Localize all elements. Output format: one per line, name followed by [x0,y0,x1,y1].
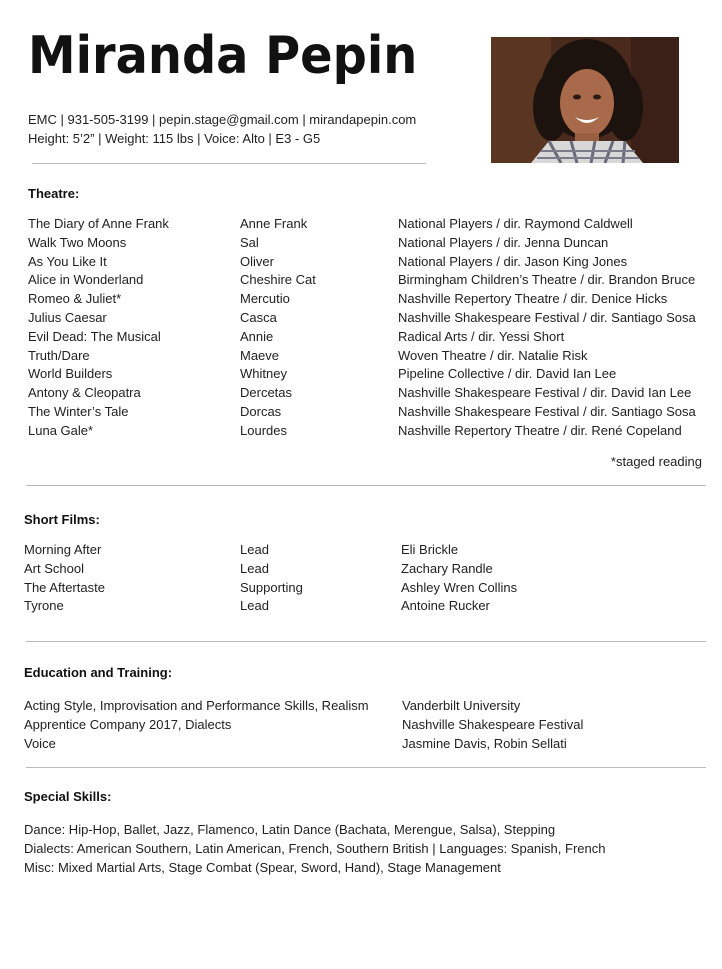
education-divider [26,767,706,768]
theatre-title: Alice in Wonderland [28,272,144,288]
films-divider [26,641,706,642]
theatre-role: Oliver [240,253,274,269]
film-title: Morning After [24,542,102,557]
theatre-company: Nashville Repertory Theatre / dir. Denice Hicks [398,291,668,307]
theatre-title: As You Like It [28,253,107,269]
skills-line: Dance: Hip-Hop, Ballet, Jazz, Flamenco, Latin Dance (Bachata, Merengue, Salsa), Stepping [24,822,556,837]
short-films-heading: Short Films: [24,512,100,527]
theatre-company: National Players / dir. Raymond Caldwell [398,216,633,231]
education-subject: Voice [24,735,56,751]
theatre-company: National Players / dir. Jason King Jones [398,253,628,269]
contact-line: EMC | 931-505-3199 | pepin.stage@gmail.com | mirandapepin.com [28,112,417,127]
education-institutions [402,697,583,753]
theatre-role: Sal [240,234,259,250]
theatre-role: Annie [240,328,274,344]
skills-line: Misc: Mixed Martial Arts, Stage Combat (Spear, Sword, Hand), Stage Management [24,859,501,875]
theatre-title: Truth/Dare [28,347,90,363]
theatre-title: The Winter’s Tale [28,403,129,419]
theatre-company: Radical Arts / dir. Yessi Short [398,328,565,344]
theatre-role: Lourdes [240,422,287,438]
theatre-role: Dercetas [240,385,293,401]
theatre-role: Mercutio [240,291,290,307]
film-role: Lead [240,560,269,576]
theatre-role: Cheshire Cat [240,272,316,288]
film-title: Tyrone [24,598,64,614]
theatre-title: Walk Two Moons [28,234,127,250]
theatre-company: Nashville Shakespeare Festival / dir. Santiago Sosa [398,309,696,325]
film-role: Lead [240,598,269,614]
theatre-title: The Diary of Anne Frank [28,216,169,231]
theatre-roles [240,215,316,441]
headshot-photo [491,37,679,163]
theatre-company: National Players / dir. Jenna Duncan [398,234,609,250]
theatre-company: Woven Theatre / dir. Natalie Risk [398,347,588,363]
stats-line: Height: 5’2” | Weight: 115 lbs | Voice: Alto | E3 - G5 [28,131,321,146]
theatre-companies [398,215,696,441]
theatre-role: Anne Frank [240,216,308,231]
contact-block [28,110,416,148]
theatre-title: Romeo & Juliet* [28,291,122,307]
education-subject: Acting Style, Improvisation and Performance Skills, Realism [24,698,369,713]
theatre-company: Nashville Shakespeare Festival / dir. David Ian Lee [398,385,692,401]
education-subjects [24,697,369,753]
education-institution: Jasmine Davis, Robin Sellati [402,735,567,751]
skills-list [24,821,605,877]
film-director: Antoine Rucker [401,598,490,614]
theatre-title: Evil Dead: The Musical [28,328,161,344]
education-institution: Nashville Shakespeare Festival [402,716,584,732]
theatre-title: Antony & Cleopatra [28,385,141,401]
theatre-company: Nashville Shakespeare Festival / dir. Santiago Sosa [398,403,696,419]
staged-reading-note: *staged reading [610,454,702,469]
theatre-titles [28,215,169,441]
film-role: Lead [240,542,269,557]
resume-name: Miranda Pepin [28,26,418,86]
theatre-heading: Theatre: [28,186,80,201]
film-role: Supporting [240,579,303,595]
skills-heading: Special Skills: [24,789,112,804]
theatre-company: Birmingham Children’s Theatre / dir. Brandon Bruce [398,272,696,288]
theatre-role: Dorcas [240,403,282,419]
theatre-title: Luna Gale* [28,422,94,438]
education-subject: Apprentice Company 2017, Dialects [24,716,232,732]
film-titles [24,541,105,616]
theatre-role: Casca [240,309,277,325]
education-heading: Education and Training: [24,665,173,680]
theatre-title: Julius Caesar [28,309,107,325]
headshot-image [491,37,679,163]
theatre-role: Whitney [240,366,287,382]
film-directors [401,541,517,616]
theatre-company: Pipeline Collective / dir. David Ian Lee [398,366,617,382]
skills-line: Dialects: American Southern, Latin American, French, Southern British | Languages: Spanish, French [24,840,606,856]
theatre-role: Maeve [240,347,280,363]
film-director: Ashley Wren Collins [401,579,518,595]
film-director: Zachary Randle [401,560,493,576]
theatre-title: World Builders [28,366,113,382]
film-title: The Aftertaste [24,579,105,595]
theatre-divider [26,485,706,486]
film-director: Eli Brickle [401,542,459,557]
film-title: Art School [24,560,84,576]
header-divider [32,163,426,164]
education-institution: Vanderbilt University [402,698,521,713]
theatre-company: Nashville Repertory Theatre / dir. René Copeland [398,422,682,438]
film-roles [240,541,303,616]
